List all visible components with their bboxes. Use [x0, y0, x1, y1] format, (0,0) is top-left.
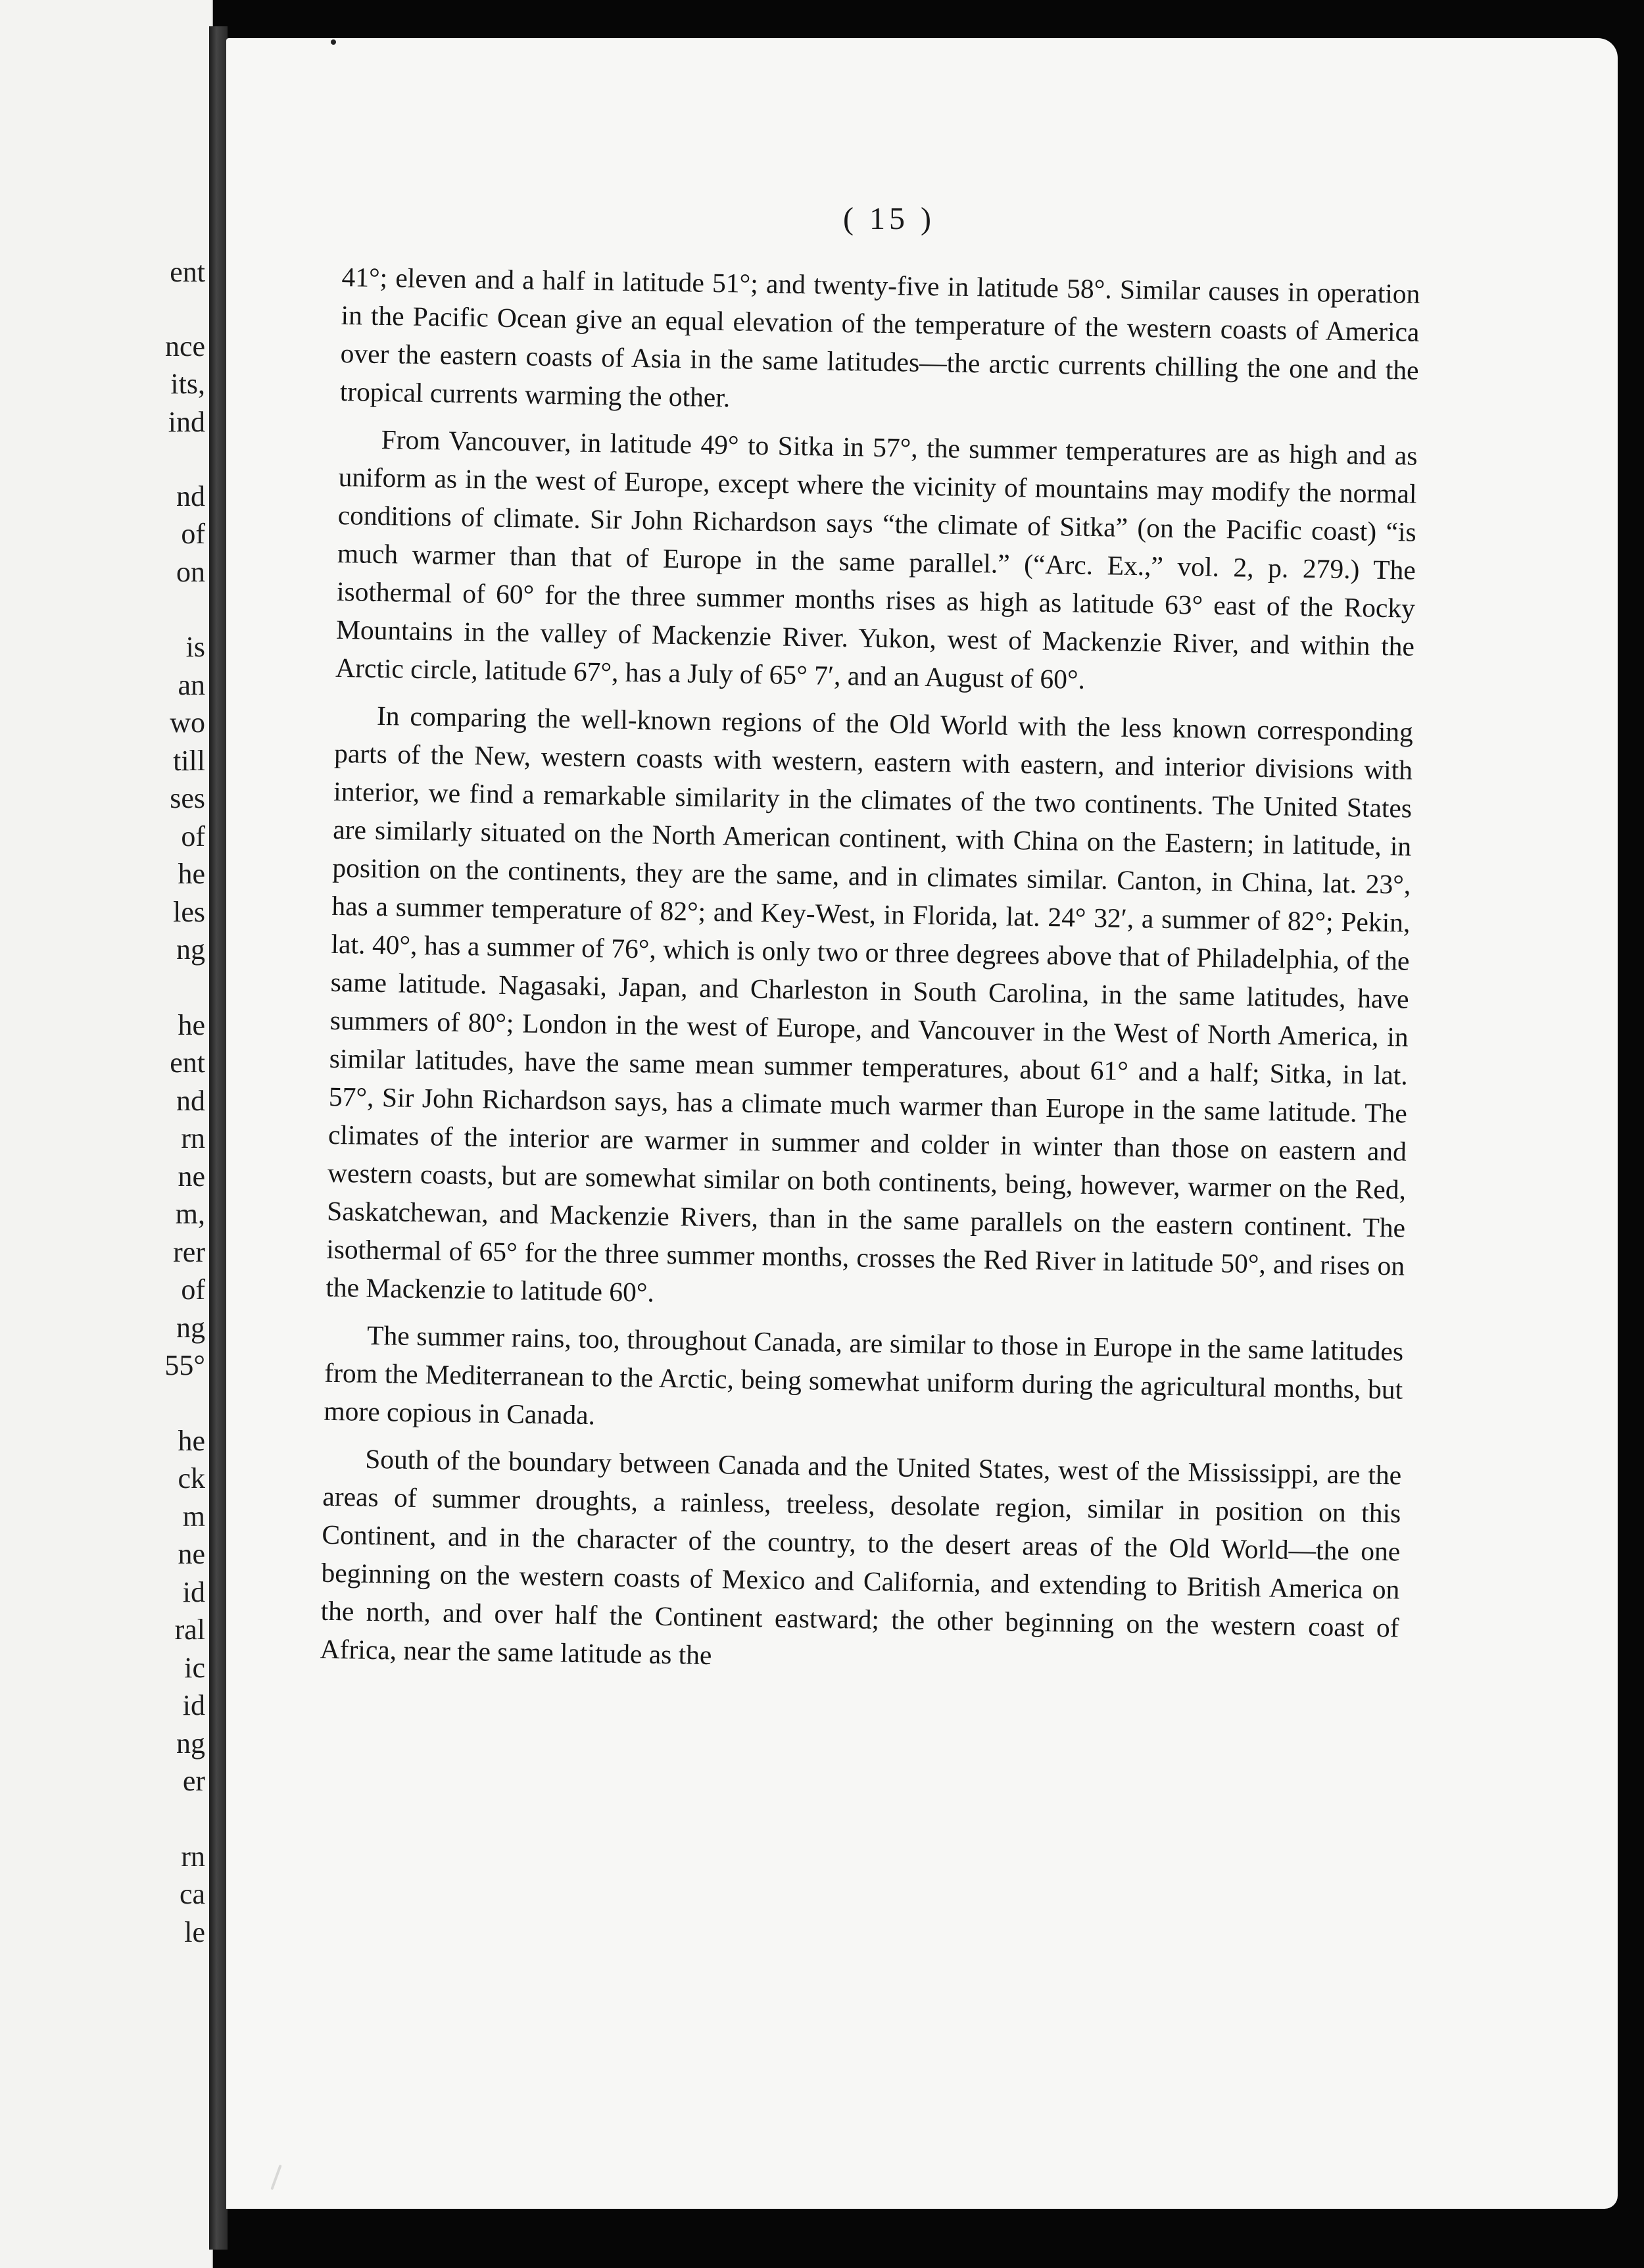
left-page-line-fragment: 55°	[164, 1349, 205, 1381]
page-number: ( 15 )	[843, 201, 935, 236]
left-page-line-fragment: rer	[173, 1236, 205, 1268]
left-page-line-fragment: of	[181, 1273, 205, 1306]
left-page-line-fragment: ne	[178, 1160, 205, 1193]
left-page-fragment	[0, 0, 213, 2268]
left-page-line-fragment: nce	[164, 330, 205, 362]
left-page-line-fragment: ne	[178, 1538, 205, 1570]
scan-speck	[331, 39, 336, 45]
left-page-line-fragment: rn	[181, 1122, 205, 1154]
paragraph: South of the boundary between Canada and the United States, west of the Mississippi, are the areas of summer droughts, a rainless, treeless, desolate region, similar in position on this Continent, and in the character of the country, to the desert areas of the Old World—the one beginning on the western coasts of Mexico and California, and extending to British America on the north, and over half the Continent eastward; the other beginning on the western coast of Africa, near the same latitude as the	[320, 1443, 1402, 1671]
left-page-line-fragment: ic	[184, 1652, 205, 1684]
left-page-line-fragment: ind	[168, 406, 205, 438]
body-text	[320, 258, 1420, 1694]
left-page-line-fragment: ses	[170, 782, 205, 814]
left-page-line-fragment: ca	[179, 1878, 205, 1910]
left-page-line-fragment: m	[182, 1500, 205, 1533]
left-page-line-fragment: of	[181, 518, 205, 550]
left-page-line-fragment: ent	[170, 256, 205, 288]
left-page-line-fragment: he	[178, 858, 205, 890]
left-page-line-fragment: he	[178, 1009, 205, 1041]
left-page-line-fragment: les	[173, 896, 205, 928]
left-page-line-fragment: ng	[176, 1727, 205, 1760]
left-page-line-fragment: its,	[170, 368, 205, 400]
left-page-line-fragment: he	[178, 1425, 205, 1457]
left-page-line-fragment: ng	[176, 1312, 205, 1344]
left-page-line-fragment: wo	[170, 706, 205, 739]
left-page-line-fragment: an	[178, 669, 205, 701]
left-page-line-fragment: id	[182, 1689, 205, 1721]
left-page-line-fragment: id	[182, 1576, 205, 1608]
left-page-line-fragment: ng	[176, 933, 205, 966]
left-page-line-fragment: nd	[176, 1085, 205, 1117]
left-page-line-fragment: on	[176, 556, 205, 588]
left-page-line-fragment: of	[181, 820, 205, 852]
paragraph: In comparing the well-known regions of the Old World with the less known corresponding parts of the New, western coasts with western, eastern with eastern, and interior divisions with interior, we find a remarkable similarity in the climates of the two continents. The United States are similarly situated on the North American continent, with China on the Eastern; in latitude, in position on the continents, they are the same, and in climates similar. Canton, in China, lat. 23°, has a summer temperature of 82°; and Key-West, in Florida, lat. 24° 32′, a summer of 82°; Pekin, lat. 40°, has a summer of 76°, which is only two or three degrees above that of Philadelphia, of the same latitude. Nagasaki, Japan, and Charleston in South Carolina, in the same latitudes, have summers of 80°; London in the west of Europe, and Vancouver in the West of North America, in similar latitudes, have the same mean summer temperatures, about 61° and a half; Sitka, in lat. 57°, Sir John Richardson says, has a climate much warmer than Europe in the same latitude. The climates of the interior are warmer in summer and colder in winter than those on eastern and western coasts, but are somewhat similar on both continents, being, however, warmer on the Red, Saskatchewan, and Mackenzie Rivers, than in the same parallels on the eastern continent. The isothermal of 65° for the three summer months, crosses the Red River in latitude 50°, and rises on the Mackenzie to latitude 60°.	[326, 700, 1414, 1308]
left-page-line-fragment: rn	[181, 1840, 205, 1873]
left-page-line-fragment: ck	[178, 1462, 205, 1494]
left-page-line-fragment: ent	[170, 1047, 205, 1079]
book-gutter	[209, 26, 228, 2250]
paragraph: From Vancouver, in latitude 49° to Sitka in 57°, the summer temperatures are as high and as uniform as in the west of Europe, except where the vicinity of mountains may modify the normal conditions of climate. Sir John Richardson says “the climate of Sitka” (on the Pacific coast) “is much warmer than that of Europe in the same parallel.” (“Arc. Ex.,” vol. 2, p. 279.) The isothermal of 60° for the three summer months rises as high as latitude 63° east of the Rocky Mountains in the valley of Mackenzie River. Yukon, west of Mackenzie River, and within the Arctic circle, latitude 67°, has a July of 65° 7′, and an August of 60°.	[335, 424, 1418, 695]
left-page-line-fragment: nd	[176, 480, 205, 512]
left-page-line-fragment: is	[185, 631, 205, 663]
paragraph: 41°; eleven and a half in latitude 51°; and twenty-five in latitude 58°. Similar causes in operation in the Pacific Ocean give an equal elevation of the temperature of the western coasts of America over the eastern coasts of Asia in the same latitudes—the arctic currents chilling the one and the tropical currents warming the other.	[339, 261, 1420, 413]
left-page-line-fragment: till	[173, 745, 205, 777]
paragraph: The summer rains, too, throughout Canada, are similar to those in Europe in the same latitudes from the Mediterranean to the Arctic, being somewhat uniform during the agricultural months, but more copious in Canada.	[324, 1319, 1404, 1431]
left-page-line-fragment: ral	[174, 1614, 205, 1646]
left-page-line-fragment: m,	[175, 1198, 205, 1230]
left-page-line-fragment: er	[182, 1765, 205, 1797]
left-page-line-fragment: le	[184, 1916, 205, 1948]
